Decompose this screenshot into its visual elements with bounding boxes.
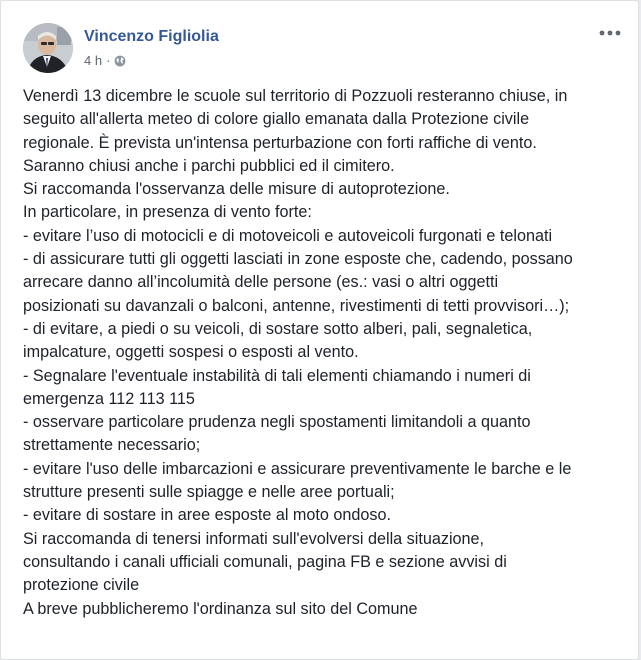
post-text-line: arrecare danno all’incolumità delle persone (es.: vasi o altri oggetti [23,273,499,292]
globe-icon[interactable] [114,55,126,67]
post-text-line: seguito all'allerta meteo di colore giallo emanata dalla Protezione civile [23,110,530,129]
post-text-line: - evitare l’uso di motocicli e di motoveicoli e autoveicoli furgonati e telonati [23,226,553,245]
more-options-icon[interactable] [597,23,623,43]
avatar[interactable] [23,23,73,73]
post-text-line: strettamente necessario; [23,436,201,455]
post-text-line: - di evitare, a piedi o su veicoli, di sostare sotto alberi, pali, segnaletica, [23,319,533,338]
post-text-line: emergenza 112 113 115 [23,389,195,408]
post-text-line: In particolare, in presenza di vento forte: [23,203,312,222]
post-header [23,23,623,75]
post-text-line: protezione civile [23,576,140,595]
post-text-line: Si raccomanda di tenersi informati sull'evolversi della situazione, [23,529,485,548]
post-time[interactable]: 4 h [84,53,103,68]
profile-photo [23,23,73,73]
post-text-line: - evitare di sostare in aree esposte al moto ondoso. [23,506,392,525]
post-text-line: consultando i canali ufficiali comunali, pagina FB e sezione avvisi di [23,552,507,571]
post-text-line: - di assicurare tutti gli oggetti lasciati in zone esposte che, cadendo, possano [23,250,573,269]
post-text-line: impalcature, oggetti sospesi o esposti al vento. [23,343,359,362]
post-text-line: Venerdì 13 dicembre le scuole sul territorio di Pozzuoli resteranno chiuse, in [23,87,568,105]
post-text-line: Si raccomanda l'osservanza delle misure di autoprotezione. [23,180,450,199]
post-text-line: Saranno chiusi anche i parchi pubblici ed il cimitero. [23,156,395,175]
post-text-line: A breve pubblicheremo l'ordinanza sul sito del Comune [23,599,418,618]
post-text-line: - Segnalare l'eventuale instabilità di tali elementi chiamando i numeri di [23,366,531,385]
post-text-line: posizionati su davanzali o balconi, antenne, rivestimenti di tetti provvisori…); [23,296,570,315]
post-body [23,85,623,621]
meta-separator: · [106,53,111,68]
post-text-line: - evitare l'uso delle imbarcazioni e assicurare preventivamente le barche e le [23,459,572,478]
post-meta [84,53,126,68]
post-text-line: strutture presenti sulle spiagge e nelle aree portuali; [23,483,395,502]
author-name[interactable]: Vincenzo Figliolia [84,28,219,45]
post-text-line: - osservare particolare prudenza negli spostamenti limitandoli a quanto [23,413,531,432]
post-text-line: regionale. È prevista un'intensa perturbazione con forti raffiche di vento. [23,133,537,152]
